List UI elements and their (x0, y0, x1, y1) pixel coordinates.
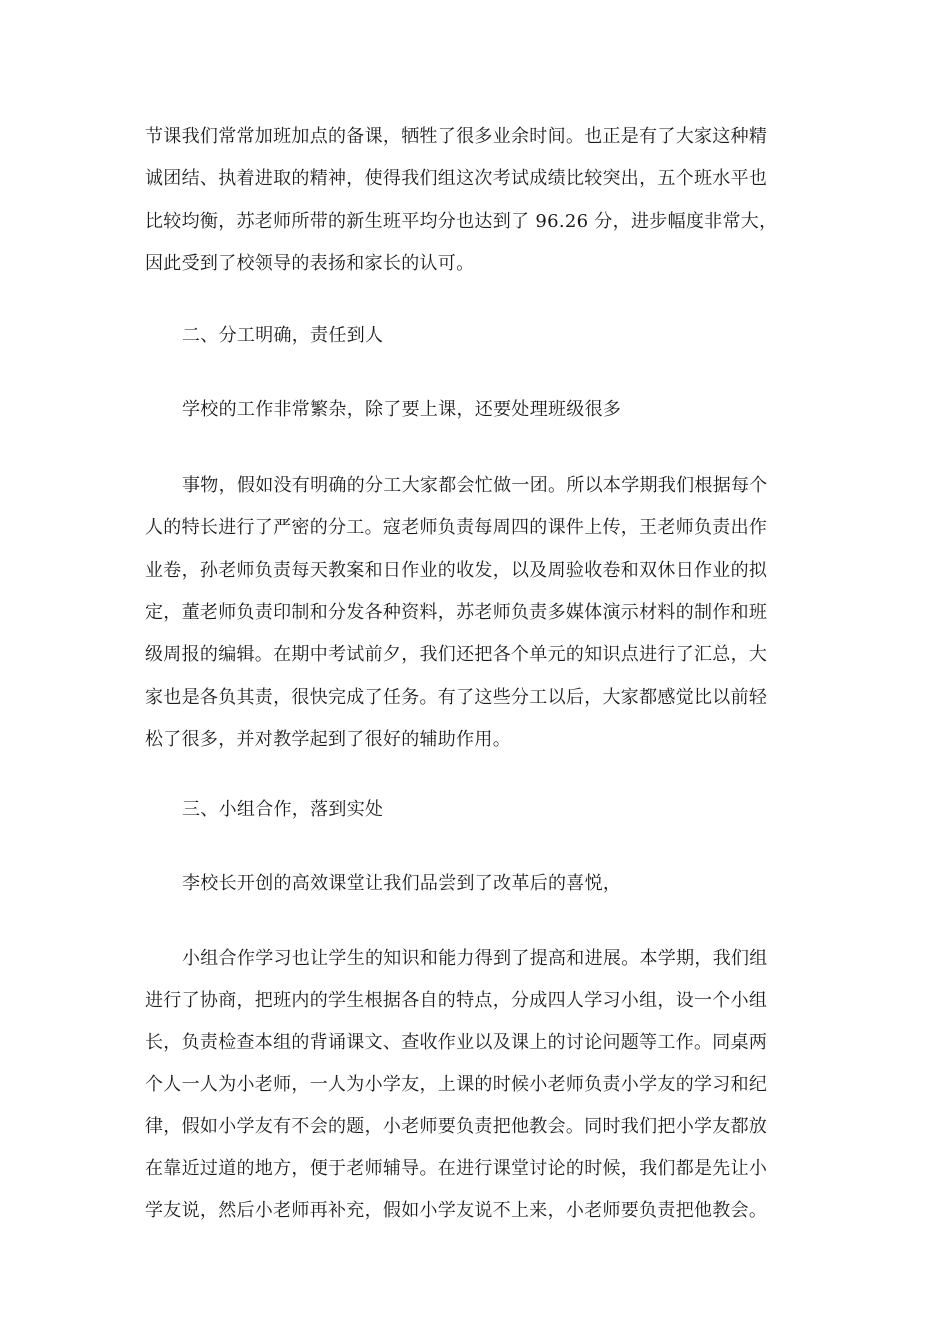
section-heading: 二、分工明确，责任到人 (182, 325, 384, 346)
paragraph-line: 级周报的编辑。在期中考试前夕，我们还把各个单元的知识点进行了汇总，大 (145, 644, 768, 665)
paragraph-line: 比较均衡，苏老师所带的新生班平均分也达到了 96.26 分，进步幅度非常大， (145, 211, 778, 232)
paragraph-line: 节课我们常常加班加点的备课，牺牲了很多业余时间。也正是有了大家这种精 (145, 126, 768, 147)
paragraph-line: 小组合作学习也让学生的知识和能力得到了提高和进展。本学期，我们组 (182, 948, 768, 969)
paragraph-line: 李校长开创的高效课堂让我们品尝到了改革后的喜悦， (182, 873, 622, 894)
paragraph-line: 在靠近过道的地方，便于老师辅导。在进行课堂讨论的时候，我们都是先让小 (145, 1158, 768, 1179)
paragraph-line: 律，假如小学友有不会的题，小老师要负责把他教会。同时我们把小学友都放 (145, 1116, 768, 1137)
paragraph-line: 学友说，然后小老师再补充，假如小学友说不上来，小老师要负责把他教会。 (145, 1200, 768, 1221)
paragraph-line: 事物，假如没有明确的分工大家都会忙做一团。所以本学期我们根据每个 (182, 475, 768, 496)
paragraph-line: 业卷，孙老师负责每天教案和日作业的收发，以及周验收卷和双休日作业的拟 (145, 560, 768, 581)
paragraph-line: 进行了协商，把班内的学生根据各自的特点，分成四人学习小组，设一个小组 (145, 990, 768, 1011)
paragraph-line: 定，董老师负责印制和分发各种资料，苏老师负责多媒体演示材料的制作和班 (145, 602, 768, 623)
paragraph-line: 学校的工作非常繁杂，除了要上课，还要处理班级很多 (182, 399, 622, 420)
paragraph-line: 因此受到了校领导的表扬和家长的认可。 (145, 253, 475, 274)
paragraph-line: 家也是各负其责，很快完成了任务。有了这些分工以后，大家都感觉比以前轻 (145, 687, 768, 708)
paragraph-line: 长，负责检查本组的背诵课文、查收作业以及课上的讨论问题等工作。同桌两 (145, 1032, 768, 1053)
paragraph-line: 松了很多，并对教学起到了很好的辅助作用。 (145, 729, 511, 750)
paragraph-line: 人的特长进行了严密的分工。寇老师负责每周四的课件上传，王老师负责出作 (145, 517, 768, 538)
section-heading: 三、小组合作，落到实处 (182, 799, 384, 820)
paragraph-line: 诚团结、执着进取的精神，使得我们组这次考试成绩比较突出，五个班水平也 (145, 168, 768, 189)
paragraph-line: 个人一人为小老师，一人为小学友，上课的时候小老师负责小学友的学习和纪 (145, 1074, 768, 1095)
